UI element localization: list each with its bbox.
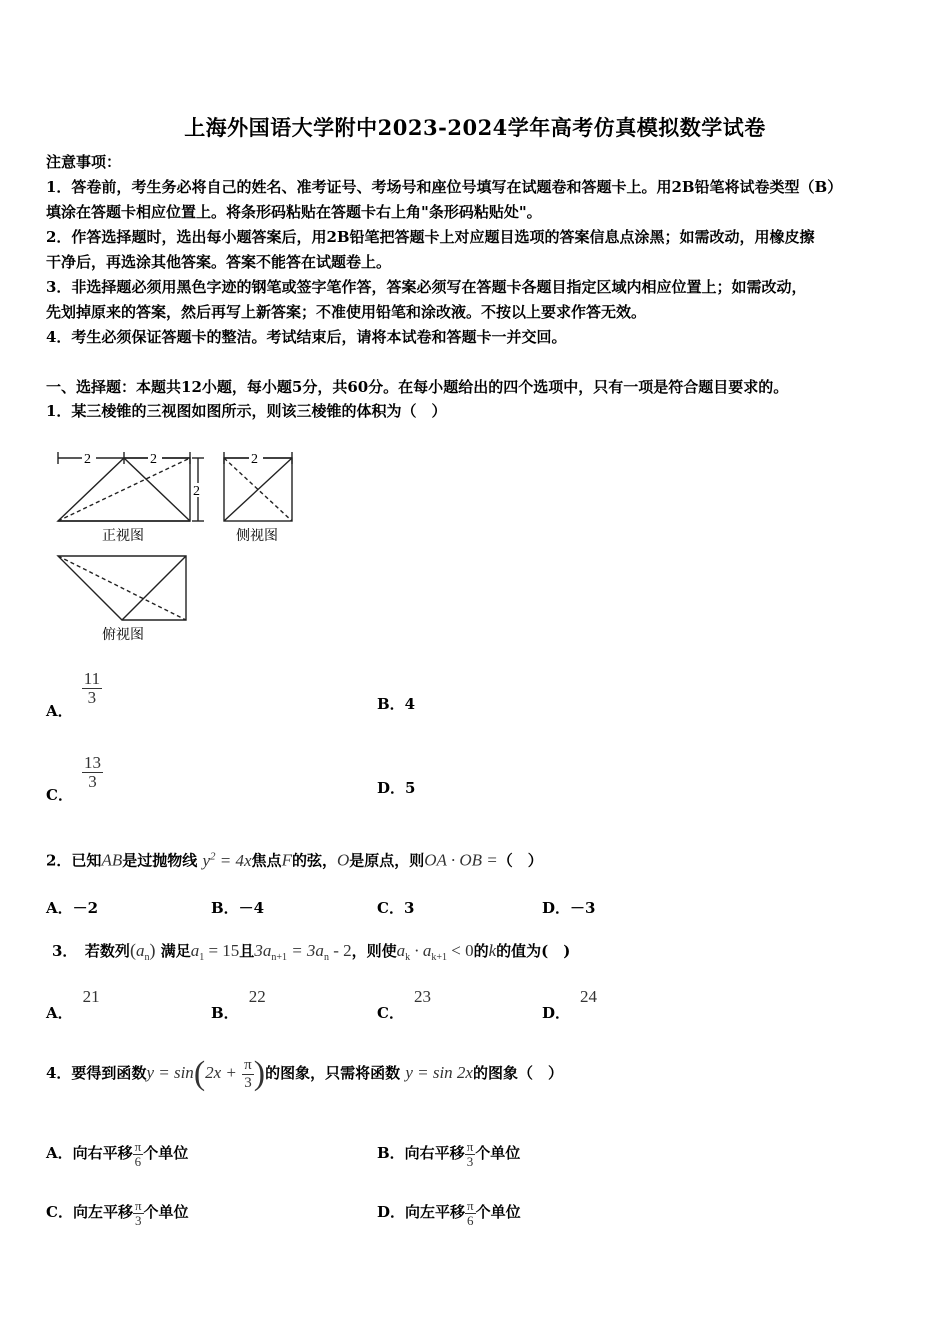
section-heading: 一、选择题：本题共12小题，每小题5分，共60分。在每小题给出的四个选项中，只有一项是符合题目要求的。 — [46, 378, 789, 396]
q3-option-c[interactable]: C．23 — [377, 987, 431, 1022]
q1-option-c[interactable]: C． $\frac{13}{3}$ — [46, 753, 102, 804]
dim-label: 2 — [84, 452, 91, 467]
q3-option-a[interactable]: A．21 — [46, 987, 100, 1022]
fraction: $\frac{13}{3}$ — [84, 753, 102, 791]
top-view-label: 俯视图 — [102, 627, 144, 643]
fraction: $\frac{\pi}{3}$ — [466, 1138, 474, 1169]
q2-option-c[interactable]: C．3 — [377, 899, 415, 917]
fraction: $\frac{11}{3}$ — [83, 669, 101, 707]
q3-option-d[interactable]: D．24 — [542, 987, 598, 1022]
side-view-label: 侧视图 — [236, 528, 278, 544]
dim-label: 2 — [251, 452, 258, 467]
notice-line: 2．作答选择题时，选出每小题答案后，用2B铅笔把答题卡上对应题目选项的答案信息点涂黑；如需改动，用橡皮擦 — [46, 228, 815, 246]
question-4-stem: 4．要得到函数y = sin(2x + $\frac{\pi}{3}$ )的图象，只需将函数 y = sin 2x的图象（ ） — [46, 1055, 563, 1092]
dim-label: 2 — [150, 452, 157, 467]
q2-option-d[interactable]: D．－3 — [542, 899, 596, 917]
question-2-stem: 2．已知AB是过抛物线 $y^2 = 4x$焦点F的弦，O是原点，则OA · OB =（ ） — [46, 850, 543, 870]
notice-line: 先划掉原来的答案，然后再写上新答案；不准使用铅笔和涂改液。不按以上要求作答无效。 — [46, 303, 647, 321]
q2-option-a[interactable]: A．－2 — [46, 899, 99, 917]
notice-line: 干净后，再选涂其他答案。答案不能答在试题卷上。 — [46, 253, 392, 271]
page-title: 上海外国语大学附中2023-2024学年高考仿真模拟数学试卷 — [184, 115, 766, 140]
q4-option-c[interactable]: C．向左平移 $\frac{\pi}{3}$ 个单位 — [46, 1197, 189, 1228]
question-1-stem: 1．某三棱锥的三视图如图所示，则该三棱锥的体积为（ ） — [46, 402, 447, 420]
fraction: $\frac{\pi}{3}$ — [134, 1197, 142, 1228]
q1-option-b[interactable]: B．4 — [377, 695, 416, 713]
question-3-stem: 3． 若数列$(a_n)$ 满足$a_1 = 15$且$3a_{n+1} = 3a_n - 2$，则使$a_k \cdot a_{k+1} < 0$的k的值为( ) — [52, 940, 571, 963]
q1-option-a[interactable]: A． $\frac{11}{3}$ — [46, 669, 101, 720]
three-view-figure — [50, 438, 310, 653]
q4-option-a[interactable]: A．向右平移 $\frac{\pi}{6}$ 个单位 — [46, 1138, 189, 1169]
q2-option-b[interactable]: B．－4 — [211, 899, 265, 917]
notice-heading: 注意事项： — [46, 153, 122, 171]
fraction: $\frac{\pi}{6}$ — [467, 1197, 474, 1228]
q1-option-d[interactable]: D．5 — [377, 779, 416, 797]
q4-option-b[interactable]: B．向右平移 $\frac{\pi}{3}$ 个单位 — [377, 1138, 521, 1169]
q4-option-d[interactable]: D．向左平移 $\frac{\pi}{6}$ 个单位 — [377, 1197, 521, 1228]
notice-line: 3．非选择题必须用黑色字迹的钢笔或签字笔作答，答案必须写在答题卡各题目指定区域内相应位置上；如需改动， — [46, 278, 807, 296]
fraction: $\frac{\pi}{3}$ — [244, 1056, 252, 1091]
notice-line: 填涂在答题卡相应位置上。将条形码粘贴在答题卡右上角"条形码粘贴处"。 — [46, 203, 542, 221]
q3-option-b[interactable]: B．22 — [211, 987, 266, 1022]
notice-line: 1．答卷前，考生务必将自己的姓名、准考证号、考场号和座位号填写在试题卷和答题卡上。用2B铅笔将试卷类型（B） — [46, 178, 843, 196]
fraction: $\frac{\pi}{6}$ — [134, 1138, 142, 1169]
notice-line: 4．考生必须保证答题卡的整洁。考试结束后，请将本试卷和答题卡一并交回。 — [46, 328, 567, 346]
dim-label: 2 — [193, 484, 200, 499]
front-view-label: 正视图 — [102, 528, 144, 544]
